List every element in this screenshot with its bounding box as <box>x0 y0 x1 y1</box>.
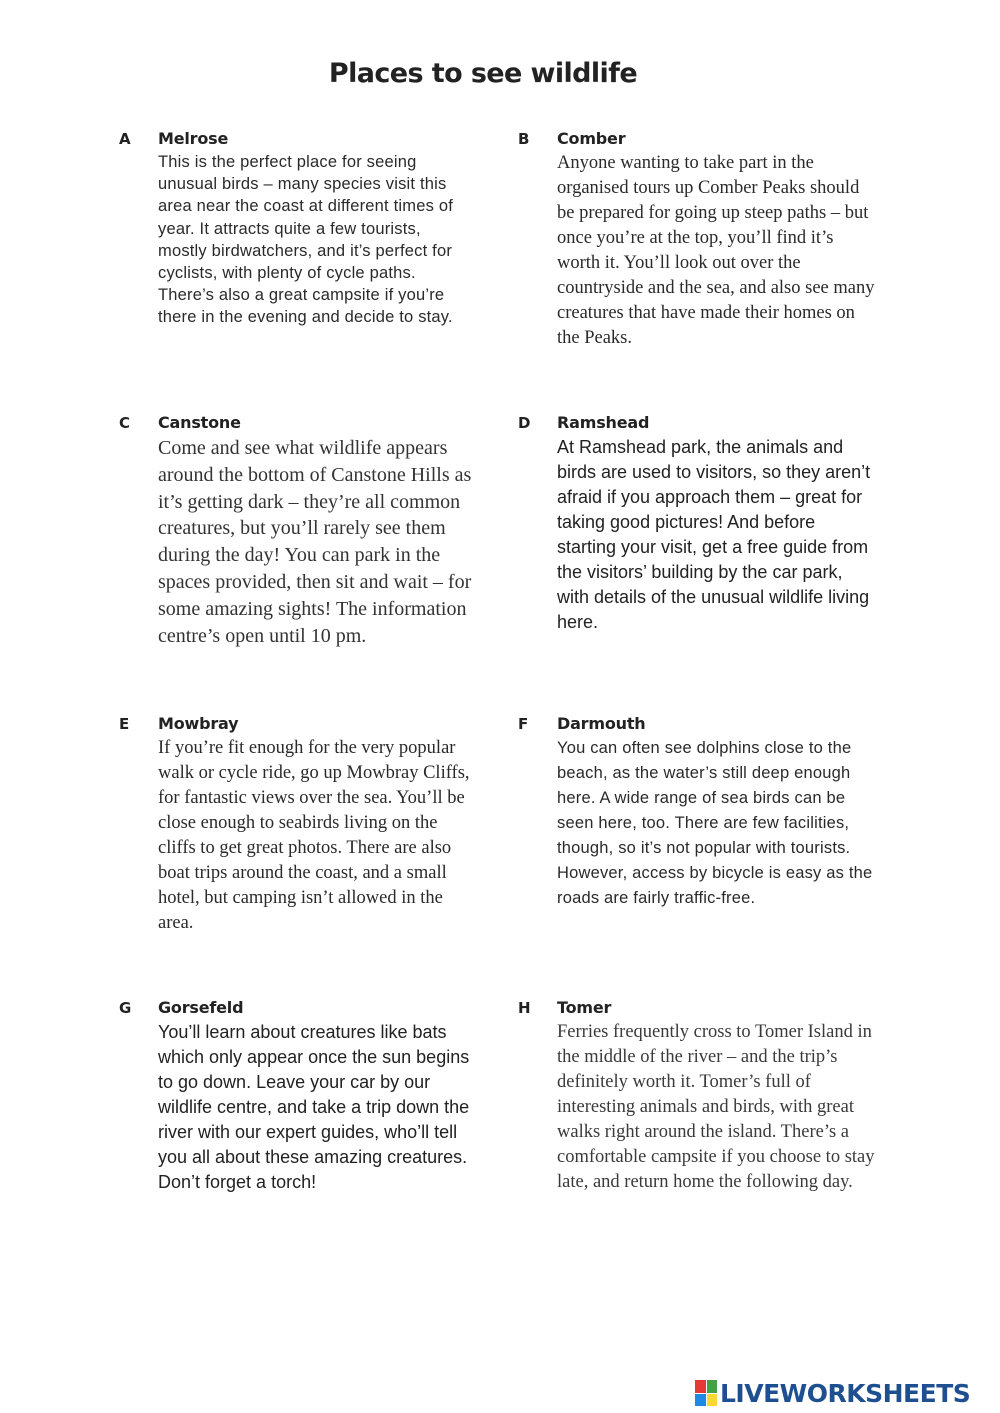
entry-text: You’ll learn about creatures like bats which only appear once the sun begins to go down. Leave your car by our wildlife centre, and take a trip down the river with our expert guides, who’ll tell you all about these amazing creatures. Don’t forget a torch! <box>158 1022 470 1192</box>
entry-letter: B <box>518 130 530 148</box>
entry-tomer <box>518 998 877 1195</box>
page-title: Places to see wildlife <box>328 58 638 89</box>
entry-darmouth <box>518 714 877 911</box>
entry-text: At Ramshead park, the animals and birds are used to visitors, so they aren’t afraid if you approach them – great for taking good pictures! And before starting your visit, get a free guide from the visitors’ building by the car park, with details of the unusual wildlife living here. <box>557 437 871 632</box>
logo-text: LIVEWORKSHEETS <box>720 1378 971 1408</box>
entry-name: Darmouth <box>557 714 646 733</box>
entry-text: You can often see dolphins close to the beach, as the water’s still deep enough here. A wide range of sea birds can be seen here, too. There are few facilities, though, so it’s not popular with tourists. However, access by bicycle is easy as the roads are fairly traffic-free. <box>557 739 873 907</box>
entry-ramshead <box>518 413 877 635</box>
entry-text: If you’re fit enough for the very popular walk or cycle ride, go up Mowbray Cliffs, for fantastic views over the sea. You’ll be close enough to seabirds living on the cliffs to get great photos. There are also boat trips around the coast, and a small hotel, but camping isn’t allowed in the area. <box>158 738 470 933</box>
entry-text: Come and see what wildlife appears around the bottom of Canstone Hills as it’s getting dark – they’re all common creatures, but you’ll rarely see them during the day! You can park in the spaces provided, then sit and wait – for some amazing sights! The information centre’s open until 10 pm. <box>158 437 472 647</box>
logo-square-green <box>707 1380 718 1393</box>
entry-text: Ferries frequently cross to Tomer Island in the middle of the river – and the trip’s definitely worth it. Tomer’s full of interesting animals and birds, with great walks right around the island. There’s a comfortable campsite if you choose to stay late, and return home the following day. <box>557 1022 875 1192</box>
entry-letter: A <box>119 130 131 148</box>
entry-comber <box>518 129 877 351</box>
entry-canstone <box>119 413 488 649</box>
entry-name: Melrose <box>158 129 229 148</box>
entry-name: Comber <box>557 129 626 148</box>
entry-name: Gorsefeld <box>158 998 244 1017</box>
entry-name: Canstone <box>158 413 241 432</box>
entry-letter: F <box>518 715 529 733</box>
logo-square-red <box>695 1380 706 1393</box>
entry-text: This is the perfect place for seeing unusual birds – many species visit this area near the coast at different times of year. It attracts quite a few tourists, mostly birdwatchers, and it’s perfect for cyclists, with plenty of cycle paths. There’s also a great campsite if you’re there in the evening and decide to stay. <box>158 153 453 327</box>
entry-letter: H <box>518 999 531 1017</box>
entry-letter: G <box>119 999 132 1017</box>
entry-melrose <box>119 129 468 329</box>
liveworksheets-logo <box>695 1378 970 1408</box>
logo-square-yellow <box>707 1394 718 1407</box>
entry-letter: C <box>119 414 131 432</box>
entry-gorsefeld <box>119 998 488 1195</box>
entry-text: Anyone wanting to take part in the organised tours up Comber Peaks should be prepared for going up steep paths – but once you’re at the top, you’ll find it’s worth it. You’ll look out over the countryside and the sea, and also see many creatures that have made their homes on the Peaks. <box>557 153 875 348</box>
entry-mowbray <box>119 714 478 936</box>
entry-name: Tomer <box>557 998 612 1017</box>
entry-letter: D <box>518 414 531 432</box>
entry-name: Ramshead <box>557 413 650 432</box>
entry-letter: E <box>119 715 130 733</box>
liveworksheets-logo-icon <box>695 1380 717 1406</box>
logo-square-blue <box>695 1394 706 1407</box>
entry-name: Mowbray <box>158 714 239 733</box>
